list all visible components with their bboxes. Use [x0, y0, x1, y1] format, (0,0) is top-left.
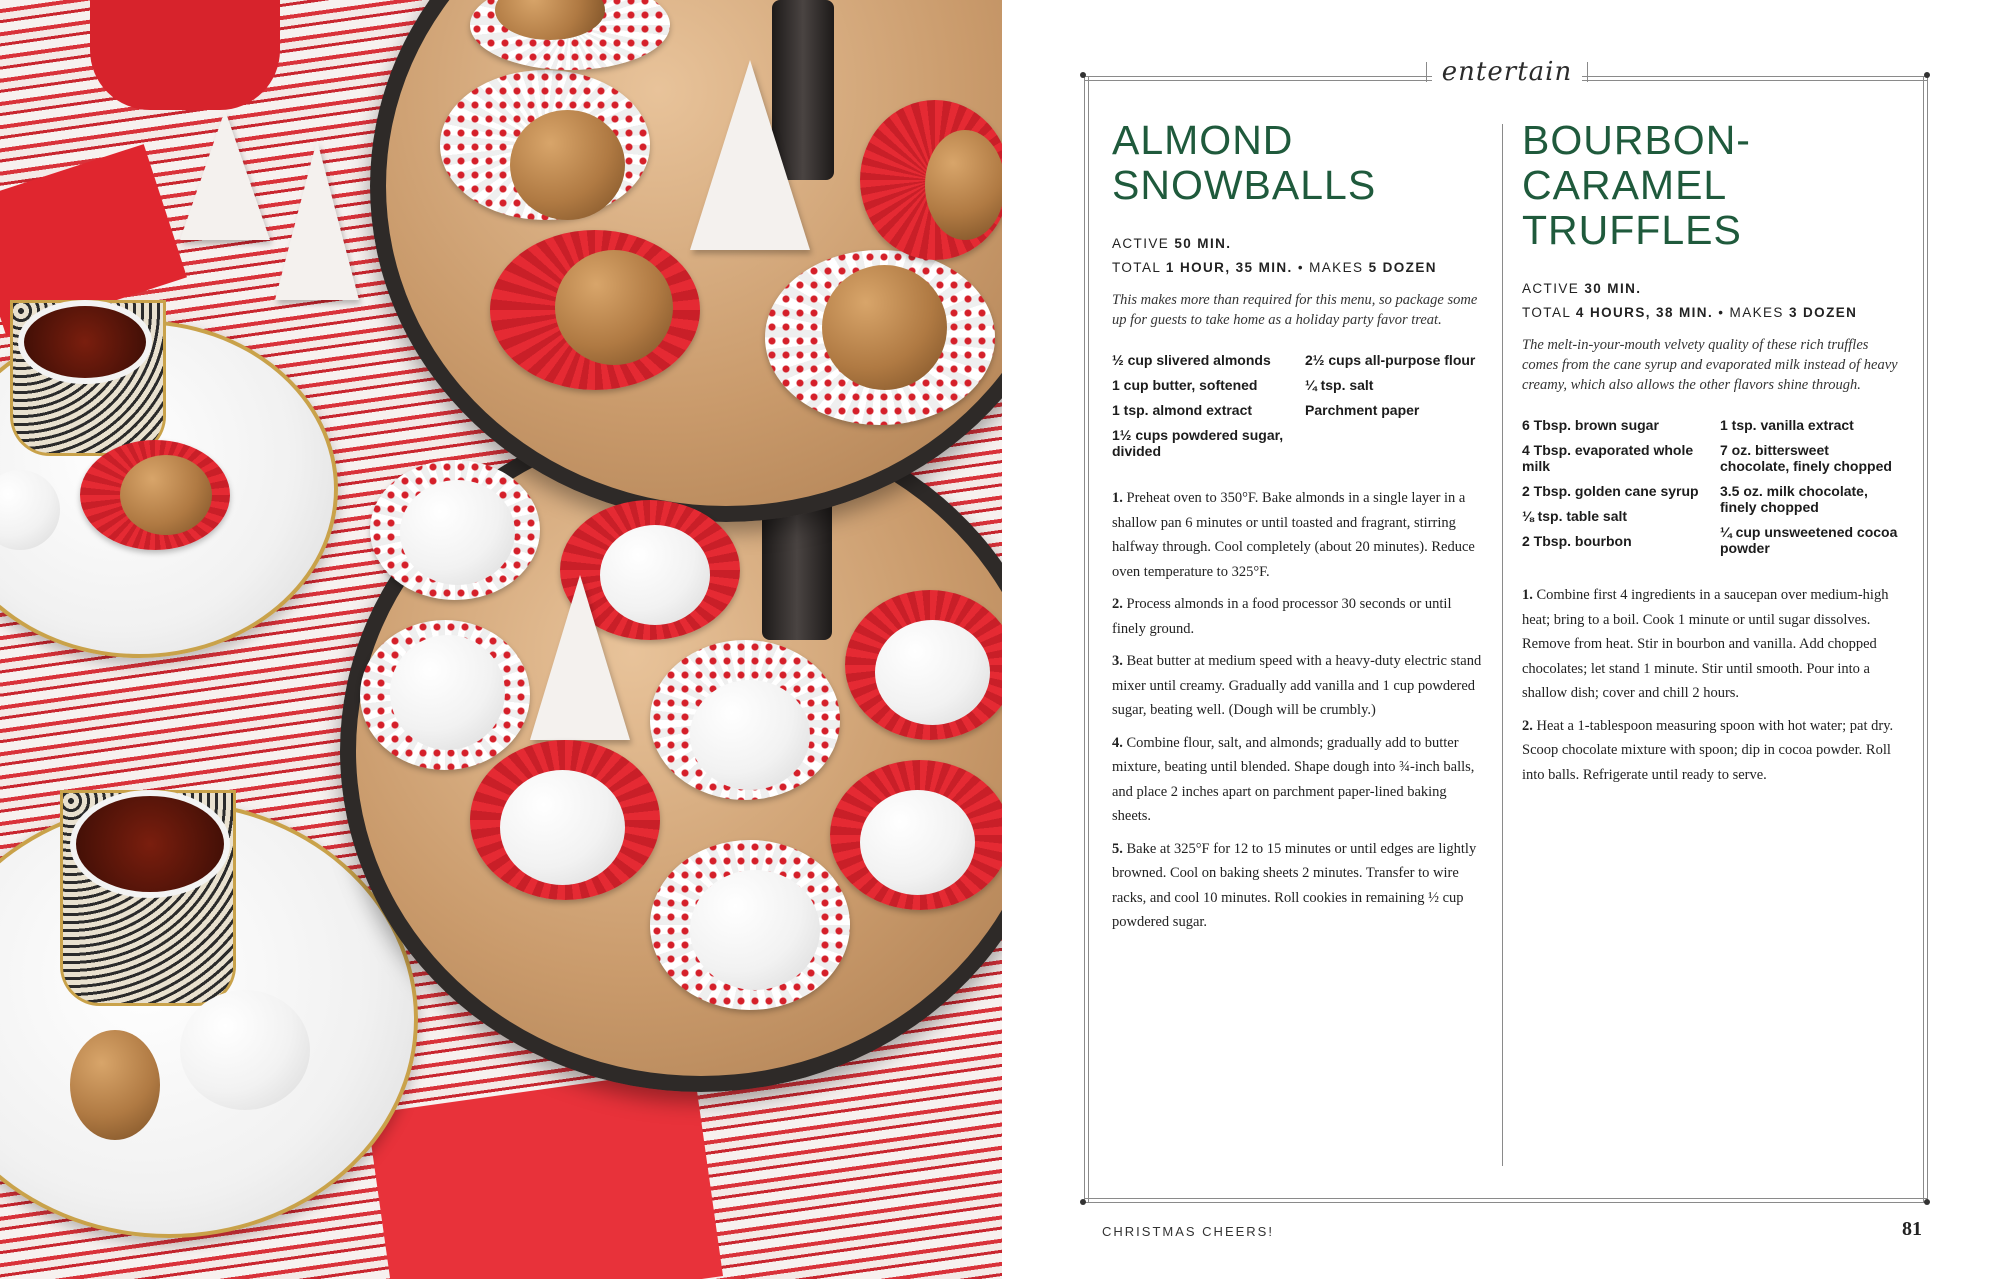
truffle-bitten: [70, 1030, 160, 1140]
ingredient: ⅛ tsp. table salt: [1522, 508, 1628, 524]
truffle: [555, 250, 673, 365]
ingredient: 6 Tbsp. brown sugar: [1522, 417, 1659, 433]
snowball: [690, 870, 820, 990]
recipe-title: ALMOND SNOWBALLS: [1112, 117, 1377, 208]
tea-top: [18, 300, 152, 384]
frame-line: [1084, 1202, 1927, 1203]
snowball: [860, 790, 975, 895]
total-time: 4 HOURS, 38 MIN.: [1575, 305, 1714, 320]
ingredient: ½ cup slivered almonds: [1112, 352, 1271, 368]
instruction-step: [1112, 592, 1482, 641]
snowball: [400, 480, 515, 585]
instruction-step: [1522, 714, 1902, 788]
recipe-meta: [1112, 232, 1482, 280]
makes-yield: 5 DOZEN: [1368, 260, 1437, 275]
ingredient: 2 Tbsp. bourbon: [1522, 533, 1632, 549]
red-napkin-stack: [367, 1068, 723, 1279]
section-tag: entertain: [1432, 56, 1582, 88]
ingredient: 1 tsp. vanilla extract: [1720, 417, 1854, 433]
corner-ornament: [1080, 1199, 1086, 1205]
step-text: Process almonds in a food processor 30 seconds or until finely ground.: [1112, 596, 1452, 637]
instruction-step: [1112, 649, 1482, 723]
snowball: [390, 635, 505, 750]
instructions: [1522, 583, 1902, 787]
ceramic-tree: [180, 110, 270, 240]
ingredient: 2 Tbsp. golden cane syrup: [1522, 483, 1699, 499]
recipe-page: [1002, 0, 2000, 1279]
snowball: [690, 680, 810, 790]
snowball: [875, 620, 990, 725]
step-text: Combine first 4 ingredients in a saucepan over medium-high heat; bring to a boil. Cook 1 minute or until sugar dissolves. Remove from heat. Stir in bourbon and vanilla. Add chopped chocolates; let stand 1 minute. Stir until smooth. Pour into a shallow dish; cover and chill 2 hours.: [1522, 587, 1889, 701]
ingredient-list: [1112, 352, 1482, 468]
ingredient: 2½ cups all-purpose flour: [1305, 352, 1476, 368]
tea-bottom: [70, 790, 230, 898]
truffle: [510, 110, 625, 220]
makes-yield: 3 DOZEN: [1788, 305, 1858, 320]
step-number: 1.: [1522, 587, 1533, 603]
truffle: [822, 265, 947, 390]
corner-ornament: [1924, 1199, 1930, 1205]
red-vase: [90, 0, 280, 110]
ceramic-tree: [530, 575, 630, 740]
ingredient: 3.5 oz. milk chocolate, finely chopped: [1720, 483, 1868, 515]
step-number: 2.: [1112, 596, 1123, 612]
corner-ornament: [1080, 72, 1086, 78]
makes-label: • MAKES: [1718, 305, 1784, 320]
page-number: 81: [1902, 1218, 1922, 1240]
ingredient: ¼ tsp. salt: [1305, 377, 1374, 393]
instruction-step: [1522, 583, 1902, 706]
instruction-step: [1112, 486, 1482, 584]
active-label: ACTIVE: [1112, 236, 1170, 251]
snowball: [180, 990, 310, 1110]
frame-line: [1923, 76, 1924, 1202]
active-label: ACTIVE: [1522, 281, 1580, 296]
makes-label: • MAKES: [1297, 260, 1364, 275]
instruction-step: [1112, 837, 1482, 935]
truffle: [120, 455, 212, 535]
step-number: 2.: [1522, 717, 1533, 734]
step-text: Preheat oven to 350°F. Bake almonds in a single layer in a shallow pan 6 minutes or until toasted and fragrant, stirring halfway through. Cool completely (about 20 minutes). Reduce oven temperature to 325°F.: [1112, 490, 1475, 580]
frame-line: [1084, 76, 1085, 1202]
active-time-line: [1112, 232, 1482, 256]
step-number: 1.: [1112, 490, 1123, 506]
ceramic-tree: [275, 140, 359, 300]
recipe-intro: The melt-in-your-mouth velvety quality of these rich truffles comes from the cane syrup and evaporated milk instead of heavy creamy, which also allows the other flavors shine through.: [1522, 337, 1898, 393]
corner-ornament: [1924, 72, 1930, 78]
recipe-almond-snowballs: [1112, 118, 1482, 943]
total-time-line: [1522, 301, 1902, 325]
recipe-bourbon-caramel-truffles: [1522, 118, 1902, 795]
total-label: TOTAL: [1112, 260, 1161, 275]
column-divider: [1502, 124, 1503, 1166]
total-time-line: [1112, 256, 1482, 280]
ingredient-list: [1522, 417, 1902, 565]
ingredient: 7 oz. bittersweet chocolate, finely chopped: [1720, 442, 1892, 474]
step-text: Heat a 1-tablespoon measuring spoon with hot water; pat dry. Scoop chocolate mixture with spoon; dip in cocoa powder. Roll into balls. Refrigerate until ready to serve.: [1522, 717, 1894, 783]
active-time: 50 MIN.: [1174, 236, 1232, 251]
snowball: [500, 770, 625, 885]
step-text: Bake at 325°F for 12 to 15 minutes or until edges are lightly browned. Cool on baking sheets 2 minutes. Transfer to wire racks, and cool 10 minutes. Roll cookies in remaining ½ cup powdered sugar.: [1112, 840, 1477, 930]
frame-line: [1927, 76, 1928, 1202]
recipe-title: BOURBON-CARAMEL TRUFFLES: [1522, 117, 1751, 253]
step-number: 5.: [1112, 840, 1123, 857]
recipe-intro: This makes more than required for this menu, so package some up for guests to take home as a holiday party favor treat.: [1112, 292, 1478, 328]
ingredient: 1 tsp. almond extract: [1112, 402, 1253, 418]
instruction-step: [1112, 731, 1482, 829]
ingredient: Parchment paper: [1305, 402, 1420, 418]
step-number: 4.: [1112, 734, 1123, 751]
ingredient: ¼ cup unsweetened cocoa powder: [1720, 524, 1898, 556]
recipe-meta: [1522, 277, 1902, 325]
step-text: Combine flour, salt, and almonds; gradually add to butter mixture, beating until blended. Shape dough into ¾-inch balls, and place 2 inches apart on parchment paper-lined baking sheets.: [1112, 734, 1475, 824]
running-footer: CHRISTMAS CHEERS!: [1102, 1224, 1274, 1239]
total-time: 1 HOUR, 35 MIN.: [1165, 260, 1293, 275]
truffle: [925, 130, 1002, 240]
step-text: Beat butter at medium speed with a heavy-duty electric stand mixer until creamy. Gradually add vanilla and 1 cup powdered sugar, beating well. (Dough will be crumbly.): [1112, 653, 1482, 718]
frame-line: [1084, 1198, 1927, 1199]
total-label: TOTAL: [1522, 305, 1571, 320]
ingredient: 1½ cups powdered sugar, divided: [1112, 427, 1284, 459]
frame-line: [1088, 76, 1089, 1202]
active-time: 30 MIN.: [1584, 281, 1642, 296]
step-number: 3.: [1112, 653, 1123, 669]
ingredient: 4 Tbsp. evaporated whole milk: [1522, 442, 1694, 474]
ingredient: 1 cup butter, softened: [1112, 377, 1258, 393]
instructions: [1112, 486, 1482, 935]
ceramic-tree: [690, 60, 810, 250]
active-time-line: [1522, 277, 1902, 301]
